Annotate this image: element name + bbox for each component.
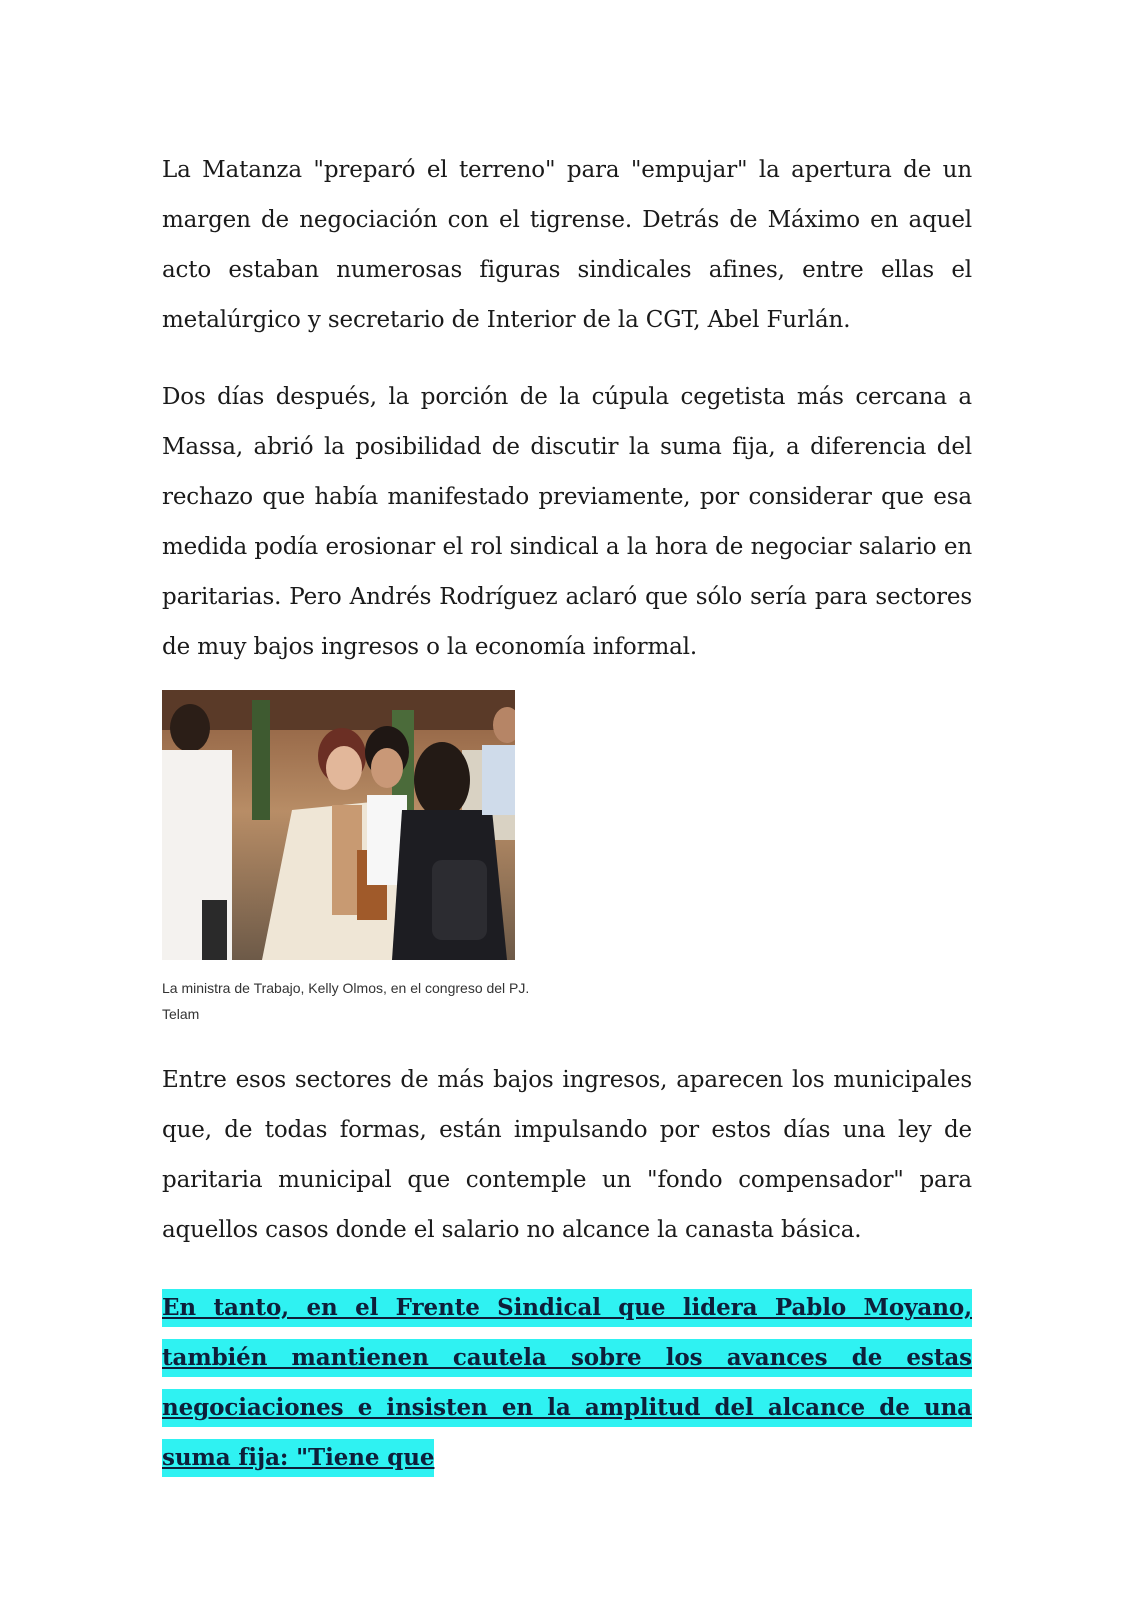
photo-caption: La ministra de Trabajo, Kelly Olmos, en el congreso del PJ.: [162, 980, 530, 996]
photo-credit: Telam: [162, 1006, 200, 1022]
paragraph-3: Entre esos sectores de más bajos ingresos, aparecen los municipales que, de todas formas, están impulsando por estos días una ley de paritaria municipal que contemple un "fondo compensador" para aquellos casos donde el salario no alcance la canasta básica.: [162, 1067, 972, 1243]
highlighted-text: En tanto, en el Frente Sindical que lidera Pablo Moyano, también mantienen cautela sobre los avances de estas negociaciones e insisten en la amplitud del alcance de una suma fija: "Tiene que: [162, 1289, 972, 1477]
paragraph-1: La Matanza "preparó el terreno" para "empujar" la apertura de un margen de negociación con el tigrense. Detrás de Máximo en aquel acto estaban numerosas figuras sindicales afines, entre ellas el metalúrgico y secretario de Interior de la CGT, Abel Furlán.: [162, 157, 972, 333]
photo-caption-block: [162, 975, 662, 1027]
news-photo: [162, 690, 515, 960]
paragraph-2: Dos días después, la porción de la cúpula cegetista más cercana a Massa, abrió la posibilidad de discutir la suma fija, a diferencia del rechazo que había manifestado previamente, por considerar que esa medida podía erosionar el rol sindical a la hora de negociar salario en paritarias. Pero Andrés Rodríguez aclaró que sólo sería para sectores de muy bajos ingresos o la economía informal.: [162, 384, 972, 660]
highlighted-paragraph: [162, 1283, 972, 1483]
